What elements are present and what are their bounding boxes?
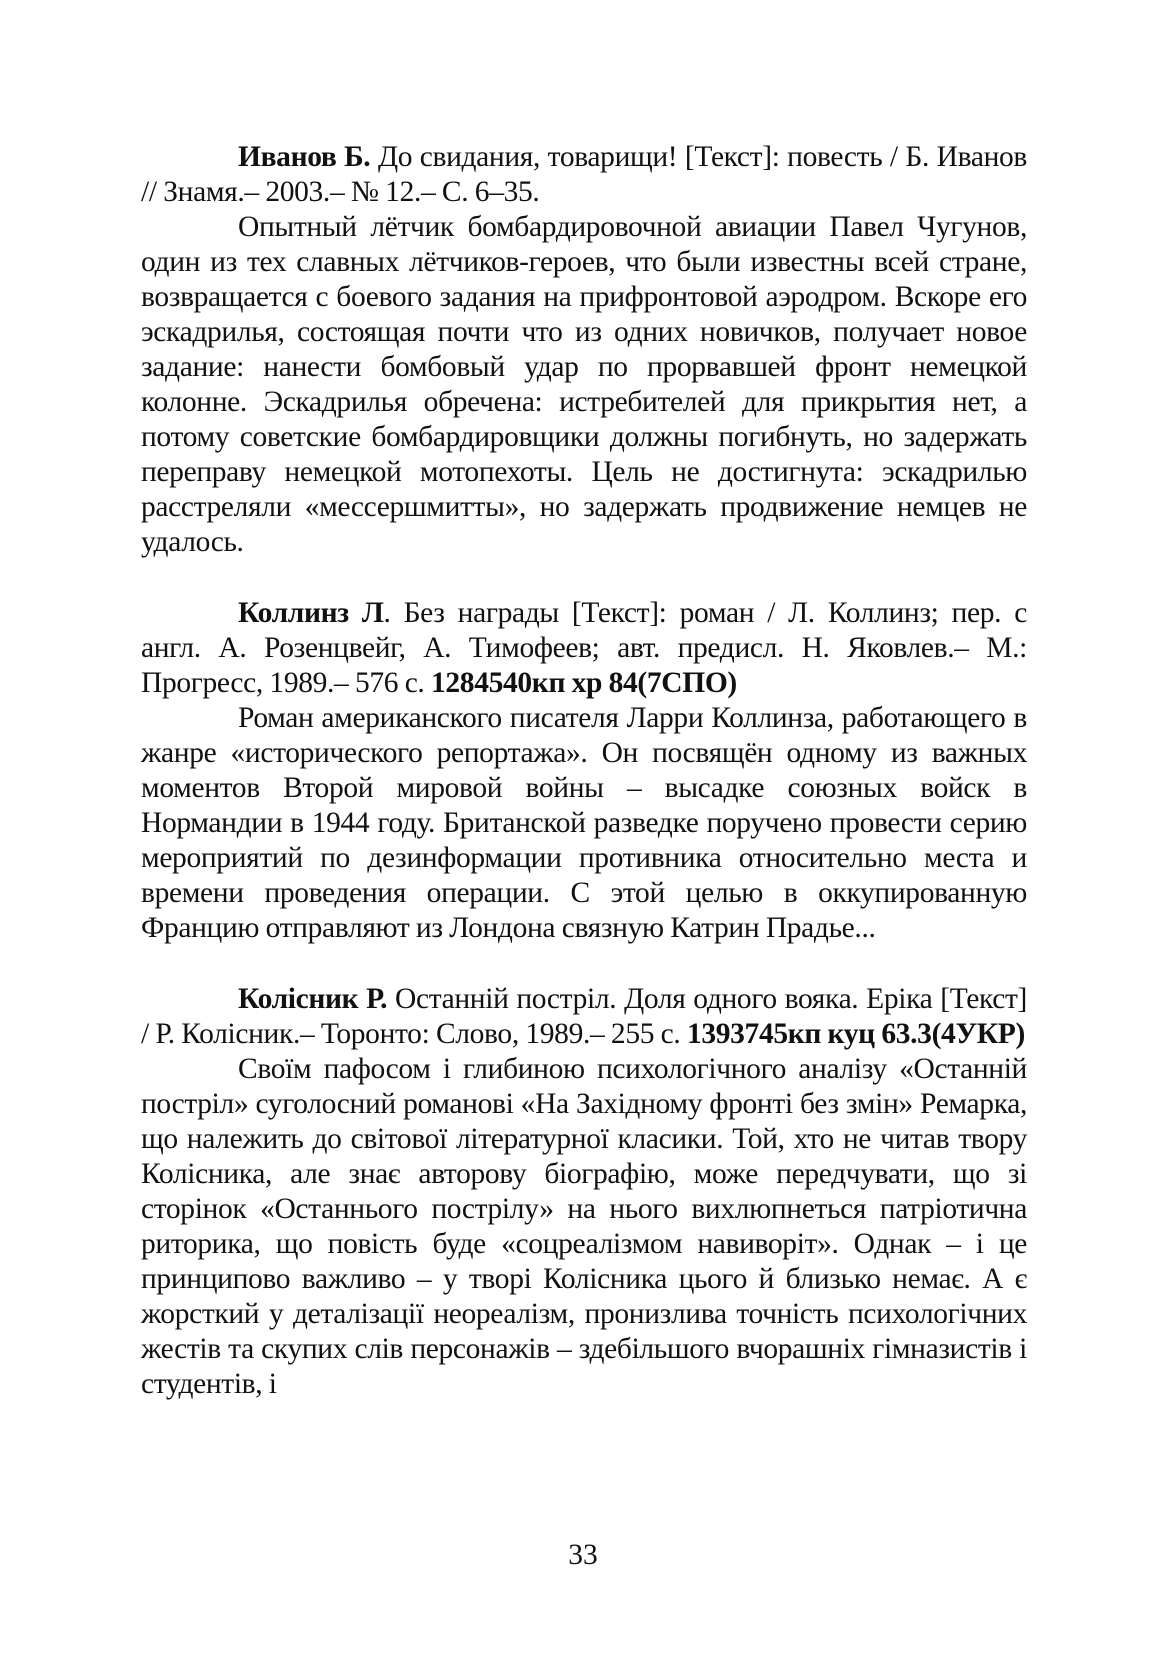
entry-author: Колісник Р.: [238, 983, 388, 1015]
entry-author: Коллинз Л: [238, 597, 384, 629]
reference-text: Останній постріл. Доля одного вояка. Еріка [Текст] / Р. Колісник.– Торонто: Слово, 1989.– 255 с.: [141, 983, 1027, 1050]
bibliography-entry: [141, 140, 1027, 560]
reference: [141, 596, 1027, 701]
bibliography-entry: [141, 596, 1027, 946]
page-number: 33: [568, 1539, 598, 1571]
entry-author: Иванов Б.: [238, 141, 371, 173]
reference-text: До свидания, товарищи! [Текст]: повесть / Б. Иванов // Знамя.– 2003.– № 12.– С. 6–35.: [141, 141, 1027, 208]
reference: [141, 140, 1027, 210]
annotation: Опытный лётчик бомбардировочной авиации Павел Чугунов, один из тех славных лётчиков-героев, что были известны всей стране, возвращается с боевого задания на прифронтовой аэродром. Вскоре его эскадрилья, состоящая почти что из одних новичков, получает новое задание: нанести бомбовый удар по прорвавшей фронт немецкой колонне. Эскадрилья обречена: истребителей для прикрытия нет, а потому советские бомбардировщики должны погибнуть, но задержать переправу немецкой мотопехоты. Цель не достигнута: эскадрилью расстреляли «мессершмитты», но задержать продвижение немцев не удалось.: [141, 211, 1027, 558]
reference: [141, 982, 1027, 1052]
annotation: Роман американского писателя Ларри Коллинза, работающего в жанре «исторического репортажа». Он посвящён одному из важных моментов Второй мировой войны – высадке союзных войск в Нормандии в 1944 году. Британской разведке поручено провести серию мероприятий по дезинформации противника относительно места и времени проведения операции. С этой целью в оккупированную Францию отправляют из Лондона связную Катрин Прадье...: [141, 702, 1027, 944]
bibliography-entry: [141, 982, 1027, 1402]
annotation: Своїм пафосом і глибиною психологічного аналізу «Останній постріл» суголосний романові «На Західному фронті без змін» Ремарка, що належить до світової літературної класики. Той, хто не читав твору Колісника, але знає авторову біографію, може передчувати, що зі сторінок «Останнього пострілу» на нього вихлюпнеться патріотична риторика, що повість буде «соцреалізмом навиворіт». Однак – і це принципово важливо – у творі Колісника цього й близько немає. А є жорсткий у деталізації неореалізм, пронизлива точність психологічних жестів та скупих слів персонажів – здебільшого вчорашніх гімназистів і студентів, і: [141, 1053, 1027, 1400]
page-content: [141, 140, 1027, 1402]
reference-text: . Без награды [Текст]: роман / Л. Коллинз; пер. с англ. А. Розенцвейг, А. Тимофеев; авт. предисл. Н. Яковлев.– М.: Прогресс, 1989.– 576 с.: [141, 597, 1027, 699]
shelf-code: 1393745кп куц 63.3(4УКР): [686, 1018, 1025, 1050]
shelf-code: 1284540кп хр 84(7СПО): [431, 667, 737, 699]
